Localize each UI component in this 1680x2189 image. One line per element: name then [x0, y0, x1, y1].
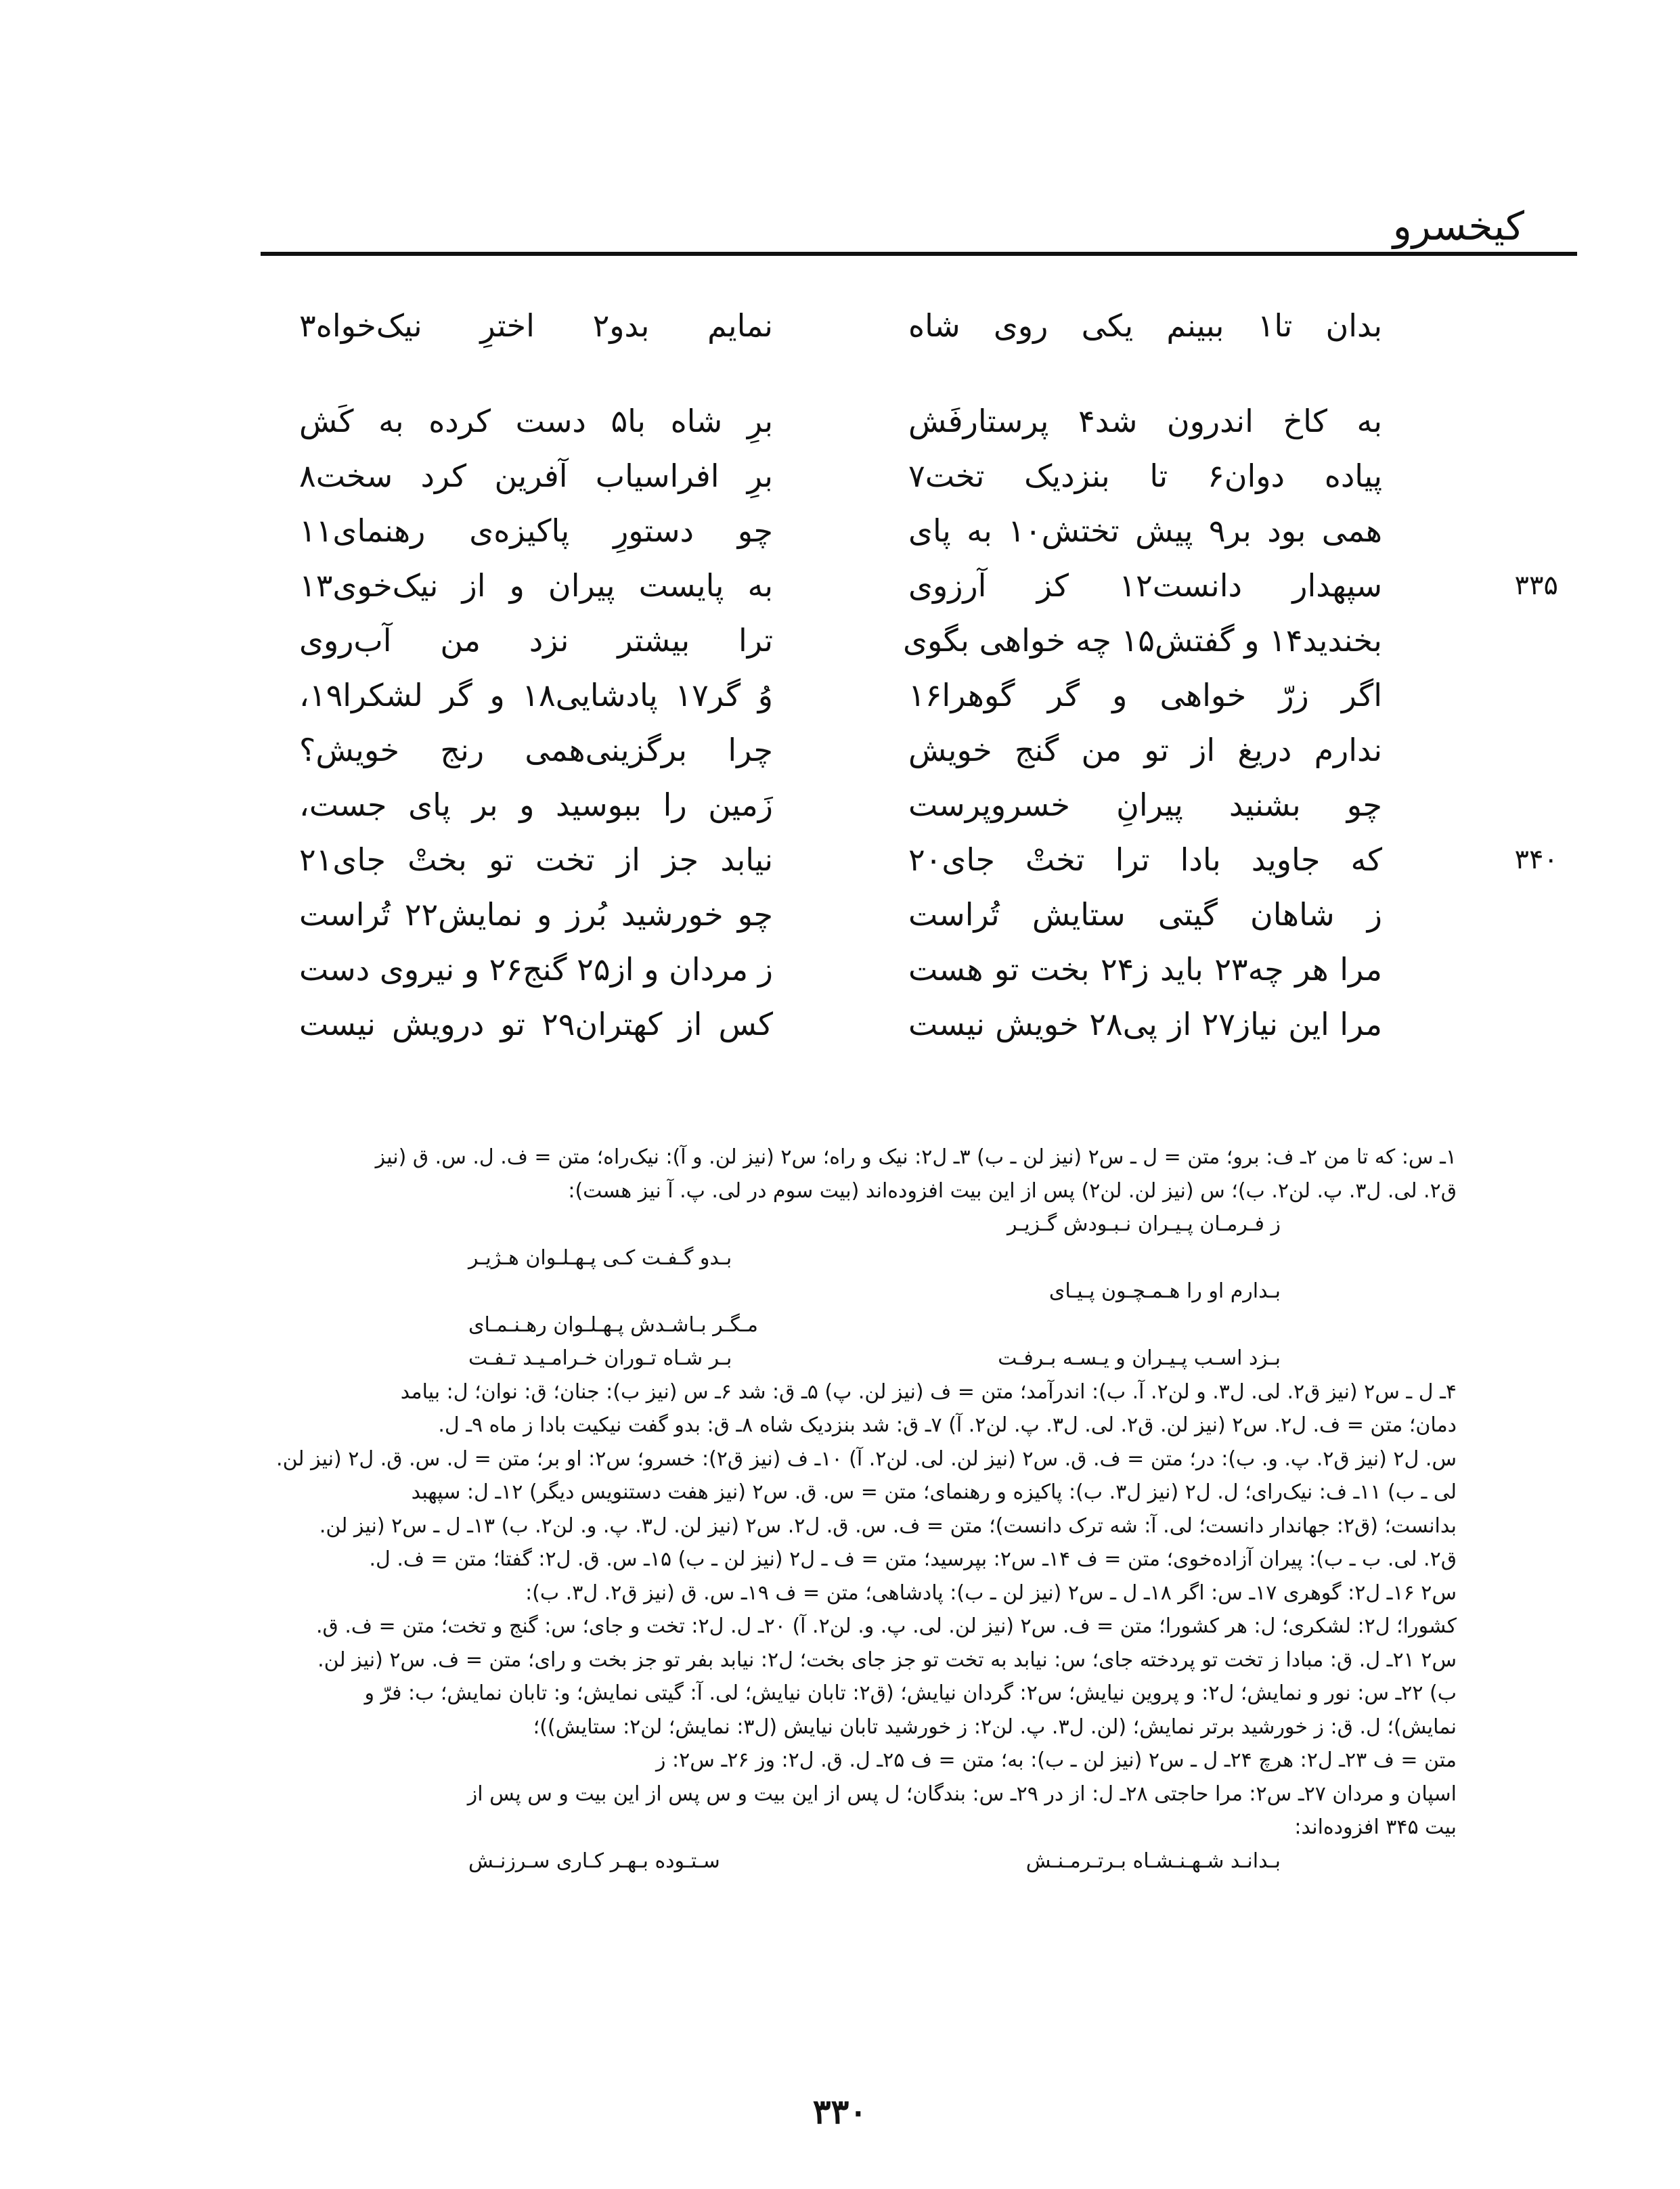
- couplet: [299, 777, 1382, 832]
- verse-block: [299, 298, 1558, 1051]
- couplet: [299, 448, 1382, 503]
- hemistich-second: چو خورشید بُرز و نمایش۲۲ تُراست: [299, 896, 773, 933]
- running-head: کیخسرو: [1392, 203, 1524, 249]
- hemistich-second: به پایست پیران و از نیک‌خوی۱۳: [299, 567, 773, 604]
- footnote-line: دمان؛ متن = ف. ل۲. س۲ (نیز لن. ق۲. لی. ل۳. پ. لن۲. آ) ۷ـ ق: شد بنزدیک شاه ۸ـ ق: بدو گفت نیکیت بادا ز ماه ۹ـ ل.: [438, 1413, 1457, 1437]
- couplet: [299, 393, 1382, 448]
- footnote-line: س۲ ۲۱ـ ل. ق: مبادا ز تخت تو پردخته جای؛ س: نیابد به تخت تو جز جای بخت؛ ل۲: نیابد بفر تو جز بخت و رای؛ متن = ف. س۲ (نیز لن.: [317, 1648, 1457, 1672]
- hemistich-second: چرا برگزینی‌همی رنج خویش؟: [299, 731, 773, 768]
- hemistich-first: مرا هر چه۲۳ باید ز۲۴ بخت تو هست: [908, 950, 1382, 988]
- footnote-line: س. ل۲ (نیز ق۲. پ. و. ب): در؛ متن = ف. ق. س۲ (نیز لن. لی. لن۲. آ) ۱۰ـ ف (نیز ق۲): خسرو؛ س۲: او بر؛ متن = ل. س. ق. ل۲ (نیز لن.: [276, 1446, 1457, 1471]
- footnote-line: ق۲. لی. ل۳. پ. لن۲. ب)؛ س (نیز لن. لن۲) پس از این بیت افزوده‌اند (بیت سوم در لی. پ. آ نیز هست):: [568, 1178, 1457, 1203]
- footnote-line: بدانست؛ (ق۲: جهاندار دانست؛ لی. آ: شه ترک دانست)؛ متن = ف. س. ق. ل۲. س۲ (نیز لن. ل۳. پ. و. لن۲. ب) ۱۳ـ ل ـ س۲ (نیز لن.: [319, 1513, 1457, 1538]
- hemistich-second: نمایم بدو۲ اخترِ نیک‌خواه۳: [299, 307, 773, 344]
- hemistich-second: برِ شاه با۵ دست کرده به کَش: [299, 402, 773, 439]
- footnote-line: ق۲. لی. ب ـ ب): پیران آزاده‌خوی؛ متن = ف ۱۴ـ س۲: بپرسید؛ متن = ف ـ ل۲ (نیز لن ـ ب) ۱۵ـ س. ق. ل۲: گفتا؛ متن = ف. ل.: [369, 1547, 1457, 1571]
- hemistich-first: بدان تا۱ ببینم یکی روی شاه: [908, 307, 1383, 344]
- verse-number: ۳۴۰: [1514, 843, 1558, 875]
- footnote-line: ۱ـ س: که تا من ۲ـ ف: برو؛ متن = ل ـ س۲ (نیز لن ـ ب) ۳ـ ل۲: نیک و راه؛ س۲ (نیز لن. و آ): نیک‌راه؛ متن = ف. ل. س. ق (نیز: [375, 1145, 1457, 1169]
- footnote-line: لی ـ ب) ۱۱ـ ف: نیک‌رای؛ ل. ل۲ (نیز ل۳. ب): پاکیزه و رهنمای؛ متن = س. ق. س۲ (نیز هفت دستنویس دیگر) ۱۲ـ ل: سپهبد: [411, 1480, 1457, 1504]
- couplet: [299, 667, 1382, 722]
- added-hemistich-second: بـر شـاه تـوران خـرامـیـد تـفـت: [468, 1346, 732, 1370]
- hemistich-second: ز مردان و از۲۵ گنج۲۶ و نیروی دست: [299, 950, 774, 988]
- hemistich-first: به کاخ اندرون شد۴ پرستارفَش: [908, 402, 1382, 439]
- hemistich-second: زَمین را ببوسید و بر پای جست،: [299, 786, 773, 823]
- hemistich-first: همی بود بر۹ پیش تختش۱۰ به پای: [908, 512, 1382, 549]
- couplet: [299, 503, 1382, 558]
- added-hemistich-first: ز فـرمـان پـیـران نـبـودش گـزیـر: [1007, 1212, 1281, 1236]
- added-hemistich-first: بـزد اسـب پـیـران و یـسـه بـرفـت: [998, 1346, 1281, 1370]
- footnote-line: س۲ ۱۶ـ ل۲: گوهری ۱۷ـ س: اگر ۱۸ـ ل ـ س۲ (نیز لن ـ ب): پادشاهی؛ متن = ف ۱۹ـ س. ق (نیز ق۲. ل۳. ب):: [525, 1580, 1457, 1605]
- footnote-added-verse: [225, 1342, 1457, 1375]
- hemistich-second: کس از کهتران۲۹ تو درویش نیست: [299, 1005, 773, 1042]
- added-hemistich-second: سـتـوده بـهـر کـاری سـرزنـش: [468, 1849, 720, 1873]
- hemistich-first: سپهدار دانست۱۲ کز آرزوی: [908, 567, 1382, 604]
- footnote-line: ب) ۲۲ـ س: نور و نمایش؛ ل۲: و پروین نیایش؛ س۲: گردان نیایش؛ (ق۲: تابان نیایش؛ لی. آ: گیتی نمایش؛ و: تابان نمایش؛ ب: فرّ و: [364, 1681, 1457, 1705]
- hemistich-second: چو دستورِ پاکیزه‌ی رهنمای۱۱: [299, 512, 773, 549]
- hemistich-second: برِ افراسیاب آفرین کرد سخت۸: [299, 457, 773, 494]
- couplet: [299, 942, 1382, 996]
- added-hemistich-second: مـگـر بـاشـدش پـهـلـوان رهـنـمـای: [468, 1312, 758, 1337]
- hemistich-first: پیاده دوان۶ تا بنزدیک تخت۷: [908, 457, 1382, 494]
- footnote-line: ۴ـ ل ـ س۲ (نیز ق۲. لی. ل۳. و لن۲. آ. ب): اندرآمد؛ متن = ف (نیز لن. پ) ۵ـ ق: شد ۶ـ س (نیز ب): جنان؛ ق: نوان؛ ل: بیامد: [400, 1379, 1457, 1404]
- hemistich-first: بخندید۱۴ و گفتش۱۵ چه خواهی بگوی: [902, 621, 1382, 659]
- couplet: [299, 613, 1382, 667]
- footnote-added-verse: [225, 1241, 1457, 1275]
- footnote-added-verse: [225, 1308, 1457, 1342]
- couplet: [299, 298, 1382, 353]
- footnote-added-verse: [225, 1208, 1457, 1241]
- hemistich-first: که جاوید بادا ترا تختْ جای۲۰: [908, 841, 1382, 878]
- hemistich-first: ز شاهان گیتی ستایش تُراست: [908, 896, 1382, 933]
- added-hemistich-first: بـدارم او را هـمـچـون پـیـای: [1048, 1279, 1281, 1303]
- footnotes: [225, 1141, 1457, 1878]
- couplet: [299, 558, 1558, 613]
- footnote-line: اسپان و مردان ۲۷ـ س۲: مرا حاجتی ۲۸ـ ل: از در ۲۹ـ س: بندگان؛ ل پس از این بیت و س پس از این بیت و س پس از: [467, 1782, 1457, 1806]
- hemistich-second: ترا بیشتر نزد من آب‌روی: [299, 621, 773, 659]
- footnote-added-verse: [225, 1844, 1457, 1878]
- hemistich-second: نیابد جز از تخت تو بختْ جای۲۱: [299, 841, 773, 878]
- hemistich-first: مرا این نیاز۲۷ از پی۲۸ خویش نیست: [908, 1005, 1383, 1042]
- footnote-line: نمایش)؛ ل. ق: ز خورشید برتر نمایش؛ (لن. ل۳. پ. لن۲: ز خورشید تابان نیایش (ل۳: نمایش؛ لن۲: ستایش))؛: [533, 1715, 1457, 1739]
- couplet: [299, 722, 1382, 777]
- page-number: ۳۳۰: [812, 2092, 868, 2131]
- couplet: [299, 887, 1382, 942]
- couplet: [299, 996, 1382, 1051]
- added-hemistich-second: بـدو گـفـت کـی پـهـلـوان هـژیـر: [468, 1245, 732, 1270]
- footnote-line: متن = ف ۲۳ـ ل۲: هرچ ۲۴ـ ل ـ س۲ (نیز لن ـ ب): به؛ متن = ف ۲۵ـ ل. ق. ل۲: وز ۲۶ـ س۲: ز: [656, 1748, 1457, 1772]
- footnote-line: کشورا؛ ل۲: لشکری؛ ل: هر کشورا؛ متن = ف. س۲ (نیز لن. لی. پ. و. لن۲. آ) ۲۰ـ ل. ل۲: تخت و جای؛ س: گنج و تخت؛ متن = ف. ق.: [316, 1614, 1457, 1638]
- footnote-line: بیت ۳۴۵ افزوده‌اند:: [1294, 1815, 1457, 1839]
- added-hemistich-first: بـدانـد شـهـنـشـاه بـرتـرمـنـش: [1025, 1849, 1281, 1873]
- hemistich-first: چو بشنید پیرانِ خسروپرست: [908, 786, 1382, 823]
- hemistich-first: ندارم دریغ از تو من گنج خویش: [908, 731, 1382, 768]
- couplet: [299, 832, 1558, 887]
- hemistich-second: وُ گر۱۷ پادشایی۱۸ و گر لشکرا۱۹،: [299, 676, 773, 713]
- verse-number: ۳۳۵: [1514, 569, 1558, 601]
- header-rule: [261, 252, 1577, 256]
- hemistich-first: اگر زرّ خواهی و گر گوهرا۱۶: [908, 676, 1382, 713]
- footnote-added-verse: [225, 1275, 1457, 1308]
